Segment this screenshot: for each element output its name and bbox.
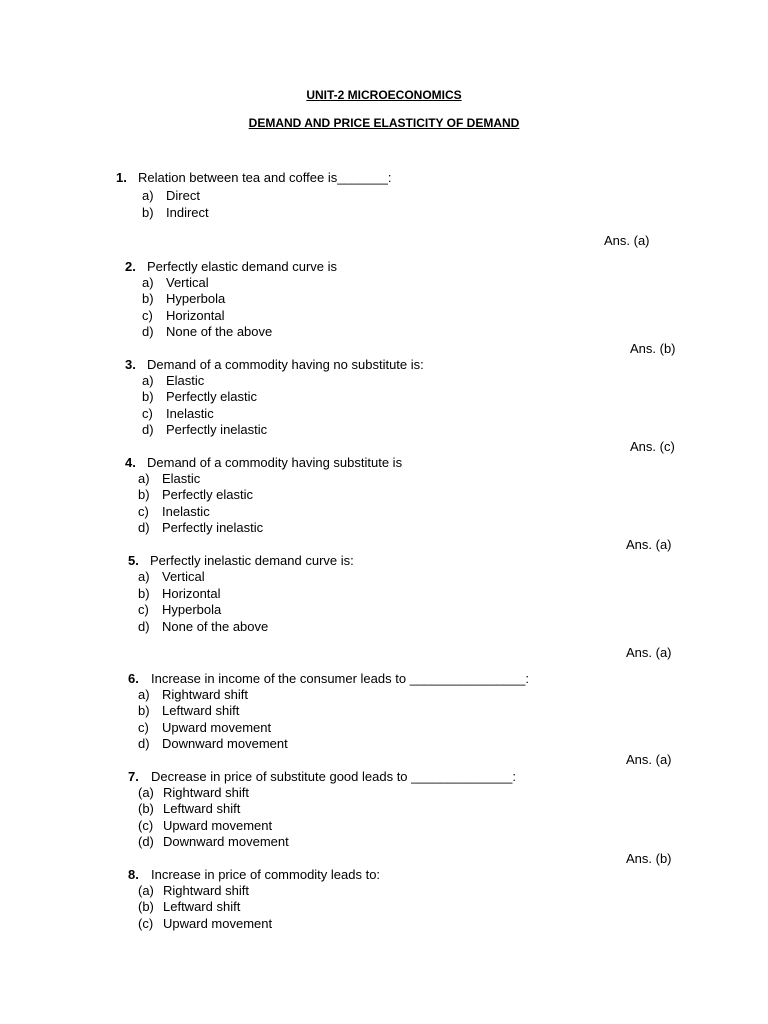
option-label: (c) bbox=[138, 915, 154, 931]
question-text: Relation between tea and coffee is_______: bbox=[138, 170, 392, 185]
option-text: Direct bbox=[166, 188, 200, 203]
option-text: Rightward shift bbox=[162, 687, 248, 702]
answer-key: Ans. (a) bbox=[626, 645, 672, 660]
question-text: Perfectly elastic demand curve is bbox=[147, 259, 338, 274]
option-text: Elastic bbox=[166, 373, 205, 388]
answer-key: Ans. (a) bbox=[626, 752, 672, 767]
option-text: None of the above bbox=[166, 323, 273, 339]
option-label: c) bbox=[138, 719, 149, 735]
question-text: Demand of a commodity having substitute is bbox=[147, 455, 403, 470]
option-label: b) bbox=[138, 703, 150, 719]
option-text: Leftward shift bbox=[163, 899, 241, 915]
option-label: (d) bbox=[138, 833, 154, 849]
option-label: (a) bbox=[138, 883, 154, 898]
answer-key: Ans. (b) bbox=[630, 341, 676, 356]
option-text: Vertical bbox=[166, 275, 209, 290]
document-subtitle: DEMAND AND PRICE ELASTICITY OF DEMAND bbox=[248, 116, 520, 130]
option-text: Leftward shift bbox=[162, 703, 240, 719]
answer-key: Ans. (c) bbox=[630, 439, 675, 454]
question-text: Increase in price of commodity leads to: bbox=[151, 867, 381, 882]
document-title: UNIT-2 MICROECONOMICS bbox=[306, 88, 462, 102]
option-label: d) bbox=[138, 735, 150, 751]
option-label: a) bbox=[142, 275, 154, 290]
option-label: a) bbox=[138, 687, 150, 702]
question-text: Demand of a commodity having no substitute is: bbox=[147, 357, 424, 372]
option-text: Perfectly elastic bbox=[162, 487, 254, 503]
question-text: Decrease in price of substitute good leads to ______________: bbox=[151, 769, 516, 784]
option-text: Leftward shift bbox=[163, 801, 241, 817]
option-text: None of the above bbox=[162, 618, 269, 634]
option-text: Perfectly inelastic bbox=[162, 519, 264, 535]
option-text: Horizontal bbox=[162, 585, 221, 601]
option-label: (b) bbox=[138, 899, 154, 915]
option-text: Perfectly elastic bbox=[166, 389, 258, 405]
option-text: Elastic bbox=[162, 471, 201, 486]
question-text: Perfectly inelastic demand curve is: bbox=[150, 553, 354, 568]
question-number: 8. bbox=[128, 867, 139, 882]
option-label: a) bbox=[142, 188, 154, 203]
option-label: a) bbox=[138, 471, 150, 486]
option-text: Rightward shift bbox=[163, 785, 249, 800]
question-number: 2. bbox=[125, 259, 136, 274]
option-text: Vertical bbox=[162, 569, 205, 584]
question-number: 6. bbox=[128, 671, 139, 686]
option-label: (c) bbox=[138, 817, 154, 833]
option-label: b) bbox=[142, 205, 154, 220]
option-label: d) bbox=[138, 519, 150, 535]
option-label: b) bbox=[142, 291, 154, 307]
option-text: Rightward shift bbox=[163, 883, 249, 898]
option-text: Upward movement bbox=[163, 915, 273, 931]
option-text: Inelastic bbox=[162, 503, 210, 519]
option-label: a) bbox=[142, 373, 154, 388]
option-label: d) bbox=[142, 323, 154, 339]
question-number: 1. bbox=[116, 170, 127, 185]
option-label: c) bbox=[138, 503, 149, 519]
question-number: 7. bbox=[128, 769, 139, 784]
option-text: Downward movement bbox=[163, 833, 289, 849]
question-number: 4. bbox=[125, 455, 136, 470]
option-label: b) bbox=[142, 389, 154, 405]
option-text: Upward movement bbox=[162, 719, 272, 735]
option-text: Horizontal bbox=[166, 307, 225, 323]
question-text: Increase in income of the consumer leads to ________________: bbox=[151, 671, 529, 686]
question-number: 3. bbox=[125, 357, 136, 372]
option-text: Perfectly inelastic bbox=[166, 421, 268, 437]
option-label: d) bbox=[142, 421, 154, 437]
option-text: Downward movement bbox=[162, 735, 288, 751]
option-text: Indirect bbox=[166, 205, 209, 220]
option-label: b) bbox=[138, 585, 150, 601]
option-text: Upward movement bbox=[163, 817, 273, 833]
option-label: c) bbox=[142, 405, 153, 421]
answer-key: Ans. (b) bbox=[626, 851, 672, 866]
option-text: Hyperbola bbox=[162, 602, 222, 617]
question-number: 5. bbox=[128, 553, 139, 568]
option-label: c) bbox=[138, 602, 149, 617]
option-text: Hyperbola bbox=[166, 291, 226, 307]
option-label: (a) bbox=[138, 785, 154, 800]
option-label: b) bbox=[138, 487, 150, 503]
option-label: c) bbox=[142, 307, 153, 323]
option-label: a) bbox=[138, 569, 150, 584]
option-label: (b) bbox=[138, 801, 154, 817]
option-text: Inelastic bbox=[166, 405, 214, 421]
option-label: d) bbox=[138, 618, 150, 634]
answer-key: Ans. (a) bbox=[626, 537, 672, 552]
answer-key: Ans. (a) bbox=[604, 233, 650, 248]
